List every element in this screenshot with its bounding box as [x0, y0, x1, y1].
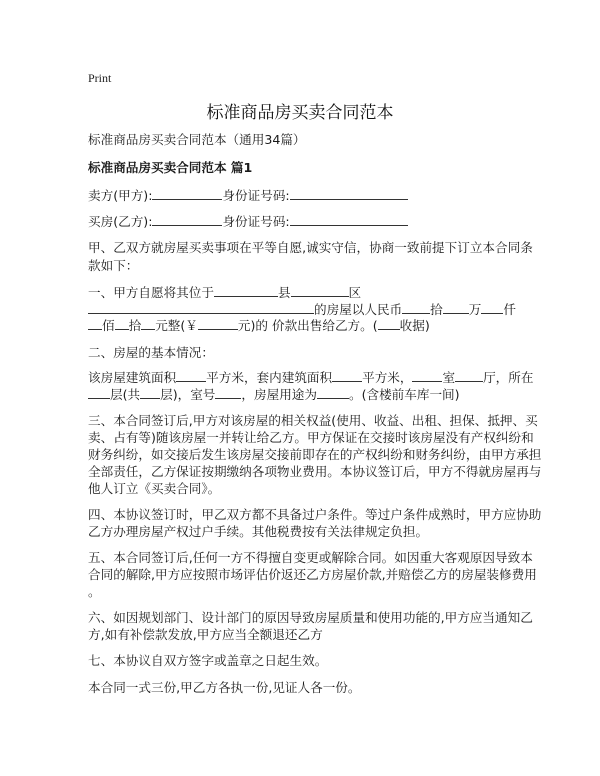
total-floor-blank	[140, 386, 160, 399]
room-label: 室	[442, 370, 456, 385]
clause1-text: 一、甲方自愿将其位于	[88, 285, 214, 300]
inner-area-label: 平方米，套内建筑面积	[206, 370, 333, 385]
clause1-price-tail: 元)的 价款出售给乙方。(	[237, 318, 378, 333]
room-number-blank	[215, 386, 241, 399]
price-blank-5	[115, 317, 129, 330]
price-blank-3	[481, 301, 503, 314]
clause1-line-2	[88, 301, 516, 318]
clause1-location-blank	[214, 284, 278, 297]
print-link[interactable]: Print	[88, 71, 112, 85]
document-title: 标准商品房买卖合同范本	[206, 103, 394, 123]
price-unit-label: 仟	[503, 302, 516, 317]
clause3-line: 全部责任，乙方保证按期缴纳各项物业费用。本协议签订后，甲方不得就房屋再与	[88, 464, 542, 479]
buyer-id-label: 身份证号码:	[222, 214, 290, 229]
clause3-line: 三、本合同签订后,甲方对该房屋的相关权益(使用、收益、出租、担保、抵押、买	[88, 413, 538, 428]
price-blank-4	[88, 317, 102, 330]
clause1-address-blank	[88, 301, 314, 314]
room-blank	[412, 369, 442, 382]
clause3-line: 他人订立《买卖合同》。	[88, 481, 221, 496]
price-blank-2	[443, 301, 469, 314]
buyer-id-blank	[290, 213, 408, 226]
seller-id-blank	[290, 187, 408, 200]
price-unit-label: 拾	[430, 302, 443, 317]
intro-line-2: 款如下：	[88, 258, 139, 273]
floor-blank	[88, 386, 110, 399]
price-unit-label: 万	[468, 302, 482, 317]
district-label: 区	[348, 285, 362, 300]
seller-line	[88, 187, 408, 204]
clause7-line: 七、本协议自双方签字或盖章之日起生效。	[88, 653, 328, 668]
clause4-line: 四、本协议签订时，甲乙双方都不具备过户条件。等过户条件成熟时，甲方应协助	[88, 507, 542, 522]
receipt-blank	[378, 317, 400, 330]
seller-name-blank	[152, 187, 222, 200]
seller-id-label: 身份证号码:	[222, 188, 290, 203]
clause6-line: 方,如有补偿款发放,甲方应当全额退还乙方	[88, 627, 323, 642]
subtitle: 标准商品房买卖合同范本（通用34篇）	[88, 132, 306, 147]
house-area-blank	[176, 369, 206, 382]
clause6-line: 六、如因规划部门、设计部门的原因导致房屋质量和使用功能的,甲方应当通知乙	[88, 610, 533, 625]
clause1-county-blank	[291, 284, 349, 297]
section-heading: 标准商品房买卖合同范本 篇1	[88, 160, 253, 175]
clause1-line-3	[88, 317, 430, 334]
closing-line: 本合同一式三份,甲乙方各执一份,见证人各一份。	[88, 680, 361, 695]
unit-label: 平方米，	[362, 370, 413, 385]
county-label: 县	[277, 285, 291, 300]
price-amount-blank	[198, 317, 238, 330]
intro-line-1: 甲、乙双方就房屋买卖事项在平等自愿,诚实守信，协商一致前提下订立本合同条	[88, 240, 533, 255]
house-line-2	[88, 386, 460, 403]
house-line-1	[88, 369, 533, 386]
clause5-line: 。	[88, 584, 101, 599]
clause4-line: 乙方办理房屋产权过户手续。其他税费按有关法律规定负担。	[88, 524, 429, 539]
seller-label: 卖方(甲方):	[88, 188, 153, 203]
clause1-line-1	[88, 284, 361, 301]
usage-blank	[317, 386, 349, 399]
price-unit-label: 元整(￥	[155, 318, 198, 333]
price-blank-1	[402, 301, 430, 314]
house-area-label: 该房屋建筑面积	[88, 370, 177, 385]
price-blank-6	[141, 317, 155, 330]
hall-blank	[455, 369, 483, 382]
inner-area-blank	[332, 369, 362, 382]
garage-note: 。(含楼前车库一间)	[348, 387, 460, 402]
floor-label: 层(共	[110, 387, 141, 402]
clause5-line: 合同的解除,甲方应按照市场评估价返还乙方房屋价款,并赔偿乙方的房屋装修费用	[88, 567, 537, 582]
price-unit-label: 拾	[128, 318, 142, 333]
clause1-price-text: 的房屋以人民币	[314, 302, 403, 317]
hall-label: 厅，所在	[483, 370, 534, 385]
clause3-line: 财务纠纷，如交接后发生该房屋交接前即存在的产权纠纷和财务纠纷，由甲方承担	[88, 447, 542, 462]
room-number-label: 层)，室号	[160, 387, 216, 402]
buyer-line	[88, 213, 408, 230]
price-unit-label: 佰	[102, 318, 115, 333]
receipt-label: 收据)	[399, 318, 430, 333]
clause3-line: 卖、占有等)随该房屋一并转让给乙方。甲方保证在交接时该房屋没有产权纠纷和	[88, 430, 534, 445]
clause2-heading: 二、房屋的基本情况：	[88, 345, 214, 360]
buyer-label: 买房(乙方):	[88, 214, 153, 229]
usage-label: ，房屋用途为	[241, 387, 317, 402]
clause5-line: 五、本合同签订后,任何一方不得擅自变更或解除合同。如因重大客观原因导致本	[88, 550, 533, 565]
buyer-name-blank	[152, 213, 222, 226]
